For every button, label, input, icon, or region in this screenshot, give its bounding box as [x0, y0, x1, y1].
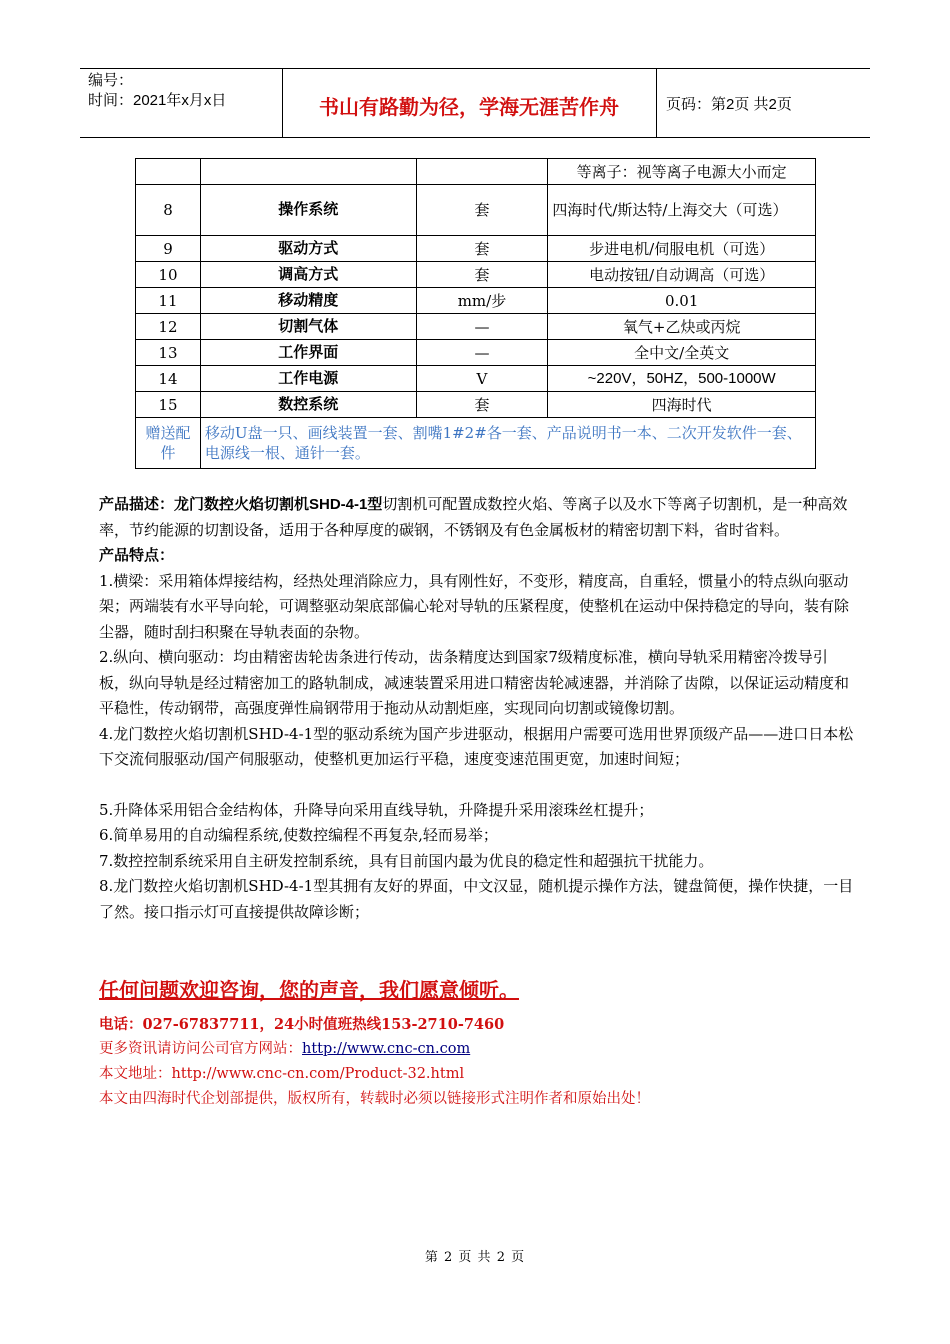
row-number: 11 — [136, 288, 201, 314]
row-number: 8 — [136, 185, 201, 236]
description-label: 产品描述：龙门数控火焰切割机SHD-4-1型 — [99, 496, 383, 513]
row-number: 9 — [136, 236, 201, 262]
row-name: 数控系统 — [200, 392, 416, 418]
feature-item: 4.龙门数控火焰切割机SHD-4-1型的驱动系统为国产步进驱动，根据用户需要可选用世界顶级产品——进口日本松下交流伺服驱动/国产伺服驱动，使整机更加运行平稳，速度变速范围更宽，加速时间短； — [99, 724, 854, 768]
row-unit: V — [416, 366, 548, 392]
contact-slogan: 任何问题欢迎咨询，您的声音，我们愿意倾听。 — [99, 978, 519, 1002]
feature-item: 6.简单易用的自动编程系统,使数控编程不再复杂,轻而易举； — [99, 826, 498, 844]
row-unit: mm/步 — [416, 288, 548, 314]
row-unit: — — [416, 340, 548, 366]
row-unit: 套 — [416, 185, 548, 236]
gift-label: 赠送配件 — [136, 418, 201, 469]
row-number: 15 — [136, 392, 201, 418]
row-desc: ~220V，50HZ，500-1000W — [548, 366, 816, 392]
copyright-notice: 本文由四海时代企划部提供，版权所有，转载时必须以链接形式注明作者和原始出处！ — [99, 1091, 650, 1107]
header-meta — [88, 71, 226, 111]
paragraph-gap — [99, 773, 854, 798]
row-number: 10 — [136, 262, 201, 288]
gift-text: 移动U盘一只、画线装置一套、割嘴1#2#各一套、产品说明书一本、二次开发软件一套、电源线一根、通针一套。 — [200, 418, 815, 469]
serial-label: 编号： — [88, 72, 134, 89]
row-name: 移动精度 — [200, 288, 416, 314]
document-header — [80, 68, 870, 138]
row-desc: 全中文/全英文 — [548, 340, 816, 366]
description-paragraph — [99, 492, 854, 543]
row-desc: 四海时代/斯达特/上海交大（可选） — [548, 185, 816, 236]
table-row-gift — [136, 418, 816, 469]
table-row — [136, 366, 816, 392]
row-unit: 套 — [416, 392, 548, 418]
row-number: 12 — [136, 314, 201, 340]
row-desc: 步进电机/伺服电机（可选） — [548, 236, 816, 262]
row-desc: 等离子：视等离子电源大小而定 — [548, 159, 816, 185]
feature-item: 7.数控控制系统采用自主研发控制系统，具有目前国内最为优良的稳定性和超强抗干扰能力。 — [99, 851, 714, 870]
table-row — [136, 314, 816, 340]
header-page-info: 页码：第2页 共2页 — [666, 96, 792, 113]
row-name: 操作系统 — [200, 185, 416, 236]
features-title: 产品特点： — [99, 546, 175, 564]
table-row — [136, 262, 816, 288]
description-text: 切割机可配置成数控火焰、等离子以及水下等离子切割机，是一种高效率，节约能源的切割设备，适用于各种厚度的碳钢，不锈钢及有色金属板材的精密切割下料，省时省料。 — [99, 495, 848, 539]
contact-section — [99, 975, 859, 1112]
contact-site — [99, 1037, 859, 1062]
row-number: 13 — [136, 340, 201, 366]
row-name: 调高方式 — [200, 262, 416, 288]
row-name: 切割气体 — [200, 314, 416, 340]
row-name: 工作电源 — [200, 366, 416, 392]
site-label: 更多资讯请访问公司官方网站： — [99, 1041, 302, 1057]
row-number: 14 — [136, 366, 201, 392]
time-label: 时间：2021年x月x日 — [88, 92, 227, 109]
row-unit: — — [416, 314, 548, 340]
site-link[interactable]: http://www.cnc-cn.com — [302, 1041, 471, 1057]
table-row — [136, 340, 816, 366]
row-name: 驱动方式 — [200, 236, 416, 262]
table-row — [136, 159, 816, 185]
table-row — [136, 236, 816, 262]
spec-table — [135, 158, 816, 469]
contact-phone: 电话：027-67837711，24小时值班热线153-2710-7460 — [99, 1016, 505, 1033]
row-name: 工作界面 — [200, 340, 416, 366]
row-unit: 套 — [416, 236, 548, 262]
table-row — [136, 392, 816, 418]
header-motto: 书山有路勤为径，学海无涯苦作舟 — [319, 95, 619, 119]
article-url: 本文地址：http://www.cnc-cn.com/Product-32.html — [99, 1066, 465, 1082]
row-desc: 四海时代 — [548, 392, 816, 418]
row-desc: 0.01 — [548, 288, 816, 314]
page-footer: 第 2 页 共 2 页 — [424, 1250, 526, 1265]
feature-item: 8.龙门数控火焰切割机SHD-4-1型其拥有友好的界面，中文汉显，随机提示操作方法，键盘简便，操作快捷，一目了然。接口指示灯可直接提供故障诊断； — [99, 877, 854, 921]
row-desc: 氧气+乙炔或丙烷 — [548, 314, 816, 340]
header-divider — [656, 69, 657, 137]
row-desc: 电动按钮/自动调高（可选） — [548, 262, 816, 288]
feature-item: 5.升降体采用铝合金结构体，升降导向采用直线导轨，升降提升采用滚珠丝杠提升； — [99, 800, 654, 819]
product-body — [99, 492, 854, 925]
table-row — [136, 185, 816, 236]
table-row — [136, 288, 816, 314]
feature-item: 1.横梁：采用箱体焊接结构，经热处理消除应力，具有刚性好，不变形，精度高，自重轻，惯量小的特点纵向驱动架；两端装有水平导向轮，可调整驱动架底部偏心轮对导轨的压紧程度，使整机在运动中保持稳定的导向，装有除尘器，随时刮扫积聚在导轨表面的杂物。 — [99, 571, 850, 641]
row-unit: 套 — [416, 262, 548, 288]
feature-item: 2.纵向、横向驱动：均由精密齿轮齿条进行传动，齿条精度达到国家7级精度标准，横向导轨采用精密冷拨导引板，纵向导轨是经过精密加工的路轨制成，减速装置采用进口精密齿轮减速器，并消除了齿隙，以保证运动精度和平稳性，传动钢带，高强度弹性扁钢带用于拖动从动割炬座，实现同向切割或镜像切割。 — [99, 648, 850, 717]
